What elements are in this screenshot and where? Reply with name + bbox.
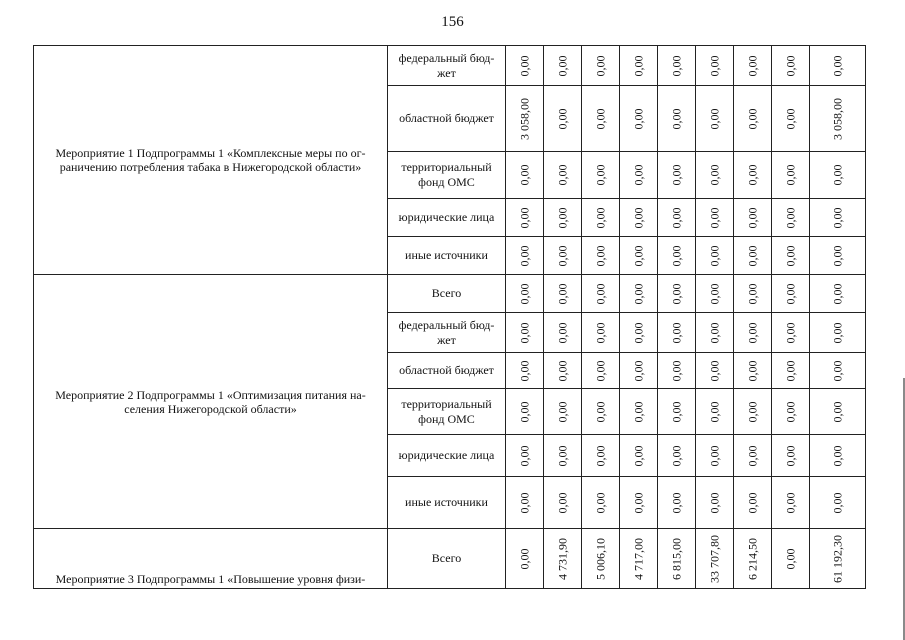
amount-value: 0,00 bbox=[830, 445, 844, 466]
amount-value: 0,00 bbox=[830, 207, 844, 228]
amount-cell bbox=[810, 477, 866, 529]
amount-value: 0,00 bbox=[631, 445, 645, 466]
amount-cell bbox=[544, 237, 582, 275]
amount-value: 0,00 bbox=[631, 401, 645, 422]
amount-value: 0,00 bbox=[830, 492, 844, 513]
event-name-line: Мероприятие 1 Подпрограммы 1 «Комплексные меры по ог- bbox=[55, 146, 366, 160]
amount-value: 0,00 bbox=[745, 108, 759, 129]
amount-value: 0,00 bbox=[517, 245, 531, 266]
budget-table bbox=[33, 45, 866, 589]
amount-cell bbox=[506, 199, 544, 237]
amount-value: 0,00 bbox=[593, 322, 607, 343]
amount-value: 33 707,80 bbox=[707, 534, 721, 583]
amount-cell bbox=[772, 275, 810, 313]
amount-value: 0,00 bbox=[783, 55, 797, 76]
amount-cell bbox=[772, 529, 810, 589]
amount-value: 0,00 bbox=[517, 55, 531, 76]
amount-cell bbox=[696, 46, 734, 86]
amount-value: 0,00 bbox=[517, 548, 531, 569]
amount-value: 6 214,50 bbox=[745, 537, 759, 580]
amount-cell bbox=[582, 152, 620, 199]
amount-cell bbox=[658, 152, 696, 199]
amount-value: 0,00 bbox=[555, 401, 569, 422]
amount-cell bbox=[620, 46, 658, 86]
amount-cell bbox=[620, 199, 658, 237]
amount-cell bbox=[658, 86, 696, 152]
amount-value: 0,00 bbox=[830, 55, 844, 76]
amount-cell bbox=[734, 353, 772, 389]
amount-cell bbox=[696, 313, 734, 353]
funding-source-label: областной бюджет bbox=[399, 363, 494, 377]
amount-cell bbox=[734, 46, 772, 86]
amount-cell bbox=[544, 46, 582, 86]
amount-cell bbox=[810, 313, 866, 353]
amount-cell bbox=[734, 477, 772, 529]
amount-cell bbox=[810, 435, 866, 477]
amount-cell bbox=[734, 529, 772, 589]
amount-value: 0,00 bbox=[783, 401, 797, 422]
amount-value: 0,00 bbox=[783, 108, 797, 129]
amount-cell bbox=[658, 46, 696, 86]
amount-value: 0,00 bbox=[669, 207, 683, 228]
amount-value: 0,00 bbox=[517, 360, 531, 381]
amount-cell bbox=[582, 86, 620, 152]
amount-value: 0,00 bbox=[783, 445, 797, 466]
amount-cell bbox=[696, 477, 734, 529]
amount-value: 0,00 bbox=[593, 401, 607, 422]
event-name-cell bbox=[34, 529, 388, 589]
amount-cell bbox=[734, 237, 772, 275]
amount-value: 0,00 bbox=[707, 401, 721, 422]
amount-value: 5 006,10 bbox=[593, 537, 607, 580]
amount-cell bbox=[582, 477, 620, 529]
funding-source-label: областной бюджет bbox=[399, 111, 494, 125]
funding-source-cell bbox=[388, 46, 506, 86]
amount-cell bbox=[810, 529, 866, 589]
event-name-cell bbox=[34, 46, 388, 275]
funding-source-label: Всего bbox=[431, 551, 462, 565]
amount-cell bbox=[810, 86, 866, 152]
amount-value: 0,00 bbox=[593, 445, 607, 466]
amount-value: 0,00 bbox=[593, 55, 607, 76]
amount-cell bbox=[620, 389, 658, 435]
amount-cell bbox=[658, 313, 696, 353]
amount-cell bbox=[658, 529, 696, 589]
amount-value: 0,00 bbox=[745, 360, 759, 381]
amount-cell bbox=[620, 86, 658, 152]
funding-source-cell bbox=[388, 199, 506, 237]
amount-cell bbox=[620, 313, 658, 353]
funding-source-label: жет bbox=[437, 65, 456, 80]
amount-cell bbox=[734, 86, 772, 152]
amount-value: 0,00 bbox=[517, 283, 531, 304]
amount-cell bbox=[696, 237, 734, 275]
amount-value: 0,00 bbox=[631, 283, 645, 304]
amount-value: 61 192,30 bbox=[830, 534, 844, 583]
amount-value: 0,00 bbox=[783, 164, 797, 186]
amount-value: 0,00 bbox=[669, 283, 683, 304]
event-name-line: раничению потребления табака в Нижегородской области» bbox=[59, 160, 362, 174]
amount-cell bbox=[810, 237, 866, 275]
amount-cell bbox=[658, 477, 696, 529]
table-row bbox=[34, 46, 866, 86]
amount-cell bbox=[772, 477, 810, 529]
amount-value: 0,00 bbox=[555, 360, 569, 381]
amount-value: 0,00 bbox=[555, 55, 569, 76]
amount-value: 0,00 bbox=[631, 207, 645, 228]
amount-cell bbox=[810, 46, 866, 86]
amount-cell bbox=[506, 152, 544, 199]
amount-value: 0,00 bbox=[830, 360, 844, 381]
funding-source-label: фонд ОМС bbox=[418, 175, 475, 189]
amount-cell bbox=[582, 199, 620, 237]
event-name-cell bbox=[34, 275, 388, 529]
amount-cell bbox=[658, 199, 696, 237]
funding-source-label: федеральный бюд- bbox=[398, 317, 495, 332]
amount-cell bbox=[810, 199, 866, 237]
funding-source-label: юридические лица bbox=[398, 448, 495, 462]
amount-cell bbox=[544, 353, 582, 389]
amount-cell bbox=[544, 435, 582, 477]
amount-value: 0,00 bbox=[783, 322, 797, 343]
amount-cell bbox=[506, 86, 544, 152]
amount-value: 0,00 bbox=[707, 492, 721, 513]
amount-value: 0,00 bbox=[707, 207, 721, 228]
amount-value: 0,00 bbox=[783, 360, 797, 381]
table-row bbox=[34, 275, 866, 313]
table-row bbox=[34, 529, 866, 589]
amount-value: 0,00 bbox=[830, 322, 844, 343]
funding-source-label: иные источники bbox=[405, 495, 488, 509]
funding-source-label: федеральный бюд- bbox=[398, 50, 495, 65]
funding-source-cell bbox=[388, 529, 506, 589]
funding-source-label: территориальный bbox=[401, 160, 492, 174]
funding-source-label: юридические лица bbox=[398, 210, 495, 224]
funding-source-label: Всего bbox=[431, 286, 462, 300]
amount-value: 0,00 bbox=[669, 445, 683, 466]
amount-cell bbox=[544, 313, 582, 353]
amount-cell bbox=[620, 353, 658, 389]
amount-cell bbox=[506, 435, 544, 477]
amount-cell bbox=[696, 529, 734, 589]
amount-value: 0,00 bbox=[631, 108, 645, 129]
amount-cell bbox=[658, 353, 696, 389]
amount-cell bbox=[696, 275, 734, 313]
amount-value: 0,00 bbox=[555, 322, 569, 343]
amount-value: 0,00 bbox=[707, 108, 721, 129]
event-name-line: Мероприятие 3 Подпрограммы 1 «Повышение уровня физи- bbox=[55, 572, 366, 586]
amount-cell bbox=[696, 86, 734, 152]
amount-value: 0,00 bbox=[593, 108, 607, 129]
amount-cell bbox=[582, 275, 620, 313]
amount-cell bbox=[696, 152, 734, 199]
amount-value: 0,00 bbox=[669, 322, 683, 343]
funding-source-cell bbox=[388, 313, 506, 353]
amount-value: 0,00 bbox=[593, 283, 607, 304]
amount-value: 0,00 bbox=[830, 245, 844, 266]
amount-cell bbox=[620, 435, 658, 477]
amount-cell bbox=[620, 152, 658, 199]
amount-cell bbox=[506, 529, 544, 589]
amount-cell bbox=[544, 275, 582, 313]
amount-value: 0,00 bbox=[517, 322, 531, 343]
amount-cell bbox=[506, 353, 544, 389]
funding-source-cell bbox=[388, 353, 506, 389]
amount-value: 0,00 bbox=[669, 360, 683, 381]
amount-value: 0,00 bbox=[631, 322, 645, 343]
amount-value: 0,00 bbox=[517, 445, 531, 466]
amount-value: 0,00 bbox=[555, 283, 569, 304]
amount-value: 0,00 bbox=[555, 492, 569, 513]
amount-value: 0,00 bbox=[669, 164, 683, 186]
amount-cell bbox=[772, 46, 810, 86]
funding-source-cell bbox=[388, 237, 506, 275]
amount-value: 0,00 bbox=[593, 360, 607, 381]
amount-value: 0,00 bbox=[631, 360, 645, 381]
amount-cell bbox=[658, 389, 696, 435]
page-number: 156 bbox=[441, 14, 464, 30]
amount-cell bbox=[658, 275, 696, 313]
amount-cell bbox=[696, 199, 734, 237]
amount-cell bbox=[582, 313, 620, 353]
amount-value: 0,00 bbox=[593, 207, 607, 228]
amount-value: 0,00 bbox=[745, 55, 759, 76]
amount-value: 0,00 bbox=[830, 164, 844, 186]
amount-value: 0,00 bbox=[707, 360, 721, 381]
amount-cell bbox=[772, 86, 810, 152]
event-name-line: Мероприятие 2 Подпрограммы 1 «Оптимизация питания на- bbox=[55, 387, 366, 402]
amount-value: 0,00 bbox=[631, 492, 645, 513]
amount-value: 0,00 bbox=[517, 164, 531, 186]
amount-value: 0,00 bbox=[745, 283, 759, 304]
amount-value: 0,00 bbox=[517, 207, 531, 228]
amount-cell bbox=[772, 353, 810, 389]
amount-cell bbox=[658, 237, 696, 275]
amount-cell bbox=[582, 46, 620, 86]
amount-value: 0,00 bbox=[555, 108, 569, 129]
amount-value: 0,00 bbox=[631, 55, 645, 76]
amount-value: 3 058,00 bbox=[830, 97, 844, 140]
amount-cell bbox=[620, 529, 658, 589]
amount-cell bbox=[772, 435, 810, 477]
amount-value: 0,00 bbox=[830, 283, 844, 304]
amount-cell bbox=[506, 275, 544, 313]
amount-cell bbox=[506, 477, 544, 529]
amount-value: 0,00 bbox=[555, 445, 569, 466]
amount-value: 0,00 bbox=[593, 492, 607, 513]
amount-cell bbox=[544, 477, 582, 529]
amount-value: 0,00 bbox=[783, 283, 797, 304]
funding-source-cell bbox=[388, 435, 506, 477]
amount-cell bbox=[734, 313, 772, 353]
amount-value: 0,00 bbox=[783, 245, 797, 266]
amount-cell bbox=[620, 477, 658, 529]
amount-value: 0,00 bbox=[745, 245, 759, 266]
amount-value: 0,00 bbox=[669, 492, 683, 513]
amount-value: 0,00 bbox=[517, 492, 531, 513]
amount-value: 0,00 bbox=[783, 548, 797, 569]
amount-value: 0,00 bbox=[707, 164, 721, 186]
amount-cell bbox=[544, 529, 582, 589]
amount-value: 0,00 bbox=[555, 245, 569, 266]
amount-value: 0,00 bbox=[783, 207, 797, 228]
amount-cell bbox=[544, 199, 582, 237]
funding-source-label: территориальный bbox=[401, 396, 492, 411]
amount-value: 0,00 bbox=[669, 55, 683, 76]
amount-cell bbox=[810, 353, 866, 389]
amount-cell bbox=[810, 275, 866, 313]
amount-cell bbox=[582, 353, 620, 389]
funding-source-cell bbox=[388, 275, 506, 313]
amount-cell bbox=[544, 86, 582, 152]
amount-cell bbox=[696, 389, 734, 435]
amount-cell bbox=[810, 152, 866, 199]
amount-cell bbox=[734, 435, 772, 477]
amount-value: 0,00 bbox=[707, 283, 721, 304]
amount-cell bbox=[506, 313, 544, 353]
amount-cell bbox=[772, 313, 810, 353]
amount-value: 0,00 bbox=[745, 492, 759, 513]
amount-value: 3 058,00 bbox=[517, 97, 531, 140]
amount-cell bbox=[772, 389, 810, 435]
amount-cell bbox=[734, 389, 772, 435]
amount-value: 0,00 bbox=[669, 401, 683, 422]
amount-cell bbox=[582, 237, 620, 275]
amount-value: 0,00 bbox=[707, 445, 721, 466]
amount-cell bbox=[772, 152, 810, 199]
funding-source-cell bbox=[388, 152, 506, 199]
amount-cell bbox=[582, 389, 620, 435]
amount-value: 0,00 bbox=[593, 245, 607, 266]
funding-source-label: иные источники bbox=[405, 248, 488, 262]
amount-cell bbox=[734, 152, 772, 199]
amount-value: 0,00 bbox=[631, 164, 645, 186]
amount-value: 0,00 bbox=[707, 322, 721, 343]
funding-source-cell bbox=[388, 477, 506, 529]
amount-value: 4 731,90 bbox=[555, 537, 569, 580]
amount-cell bbox=[696, 435, 734, 477]
amount-cell bbox=[582, 529, 620, 589]
amount-cell bbox=[506, 46, 544, 86]
amount-value: 0,00 bbox=[745, 164, 759, 186]
amount-cell bbox=[658, 435, 696, 477]
amount-value: 6 815,00 bbox=[669, 537, 683, 580]
amount-cell bbox=[506, 389, 544, 435]
amount-value: 0,00 bbox=[707, 245, 721, 266]
funding-source-label: жет bbox=[437, 332, 456, 347]
amount-value: 0,00 bbox=[745, 207, 759, 228]
funding-source-label: фонд ОМС bbox=[418, 411, 475, 426]
amount-value: 0,00 bbox=[830, 401, 844, 422]
funding-source-cell bbox=[388, 86, 506, 152]
amount-cell bbox=[620, 237, 658, 275]
amount-cell bbox=[582, 435, 620, 477]
amount-cell bbox=[810, 389, 866, 435]
funding-source-cell bbox=[388, 389, 506, 435]
amount-cell bbox=[506, 237, 544, 275]
amount-value: 0,00 bbox=[707, 55, 721, 76]
amount-value: 0,00 bbox=[669, 108, 683, 129]
amount-value: 0,00 bbox=[555, 164, 569, 186]
event-name-line: селения Нижегородской области» bbox=[124, 401, 297, 416]
amount-cell bbox=[544, 389, 582, 435]
amount-value: 0,00 bbox=[783, 492, 797, 513]
amount-value: 0,00 bbox=[593, 164, 607, 186]
amount-value: 0,00 bbox=[631, 245, 645, 266]
amount-cell bbox=[696, 353, 734, 389]
amount-cell bbox=[734, 199, 772, 237]
amount-value: 0,00 bbox=[555, 207, 569, 228]
amount-value: 4 717,00 bbox=[631, 537, 645, 580]
amount-cell bbox=[772, 199, 810, 237]
amount-cell bbox=[772, 237, 810, 275]
amount-value: 0,00 bbox=[745, 445, 759, 466]
amount-cell bbox=[544, 152, 582, 199]
amount-cell bbox=[734, 275, 772, 313]
amount-cell bbox=[620, 275, 658, 313]
amount-value: 0,00 bbox=[517, 401, 531, 422]
amount-value: 0,00 bbox=[669, 245, 683, 266]
amount-value: 0,00 bbox=[745, 401, 759, 422]
amount-value: 0,00 bbox=[745, 322, 759, 343]
